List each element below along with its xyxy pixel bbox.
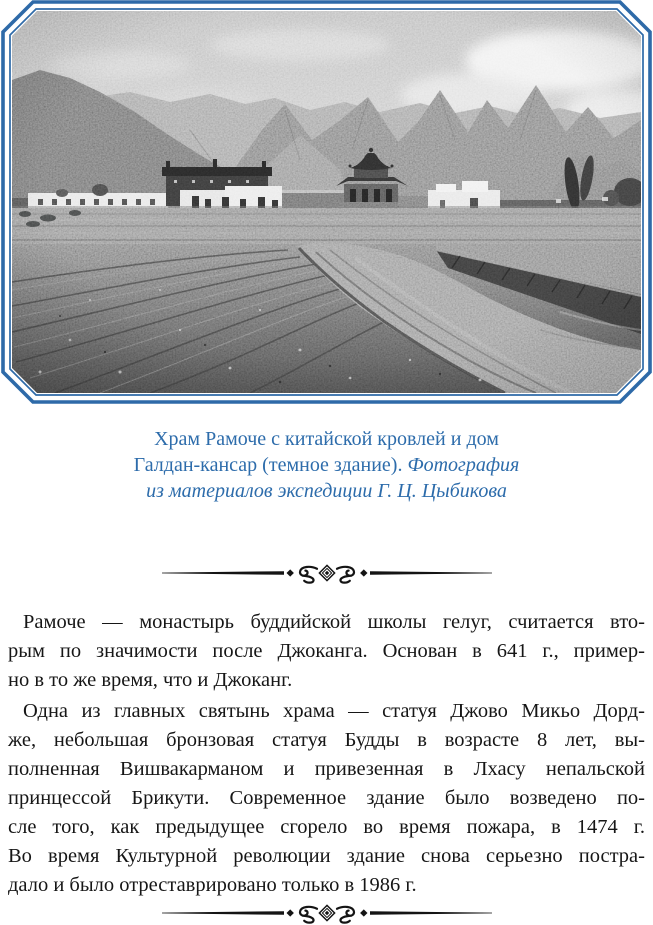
divider-ornament: [162, 902, 492, 924]
divider-ornament: [162, 562, 492, 584]
text-line: полненная Вишвакарманом и привезенная в Лхасу непальской: [8, 758, 645, 780]
text-line: сле того, как предыдущее сгорело во время пожара, в 1474 г.: [8, 816, 645, 838]
photo-scene: [12, 11, 653, 393]
photo-ramoche-temple: [0, 0, 653, 410]
text-line: рым по значимости после Джоканга. Основан в 641 г., пример-: [8, 640, 645, 662]
text-line: же, небольшая бронзовая статуя Будды в возрасте 8 лет, вы-: [8, 729, 645, 751]
body-text: [0, 608, 653, 900]
paragraph-2: [8, 697, 645, 900]
text-line: дало и было отреставрировано только в 1986 г.: [8, 874, 417, 896]
photo-caption: [0, 426, 653, 504]
text-line: принцессой Брикути. Современное здание было возведено по-: [8, 787, 645, 809]
text-line: Одна из главных святынь храма — статуя Джово Микьо Дорд-: [23, 700, 645, 722]
text-line: Рамоче — монастырь буддийской школы гелуг, считается вто-: [23, 611, 645, 633]
text-line: Во время Культурной революции здание снова серьезно постра-: [8, 845, 645, 867]
section-divider-top: [0, 562, 653, 584]
section-divider-bottom: [0, 902, 653, 924]
caption-line-2-regular: Галдан-кансар (темное здание).: [133, 454, 403, 476]
caption-line-3: из материалов экспедиции Г. Ц. Цыбикова: [146, 480, 507, 502]
text-line: но в то же время, что и Джоканг.: [8, 669, 293, 691]
photo-figure: [0, 0, 653, 410]
caption-line-2: [0, 452, 653, 478]
paragraph-1: [8, 608, 645, 695]
caption-line-1: Храм Рамоче с китайской кровлей и дом: [154, 428, 499, 450]
caption-line-2-italic: Фотография: [407, 454, 520, 476]
film-grain: [12, 11, 641, 393]
